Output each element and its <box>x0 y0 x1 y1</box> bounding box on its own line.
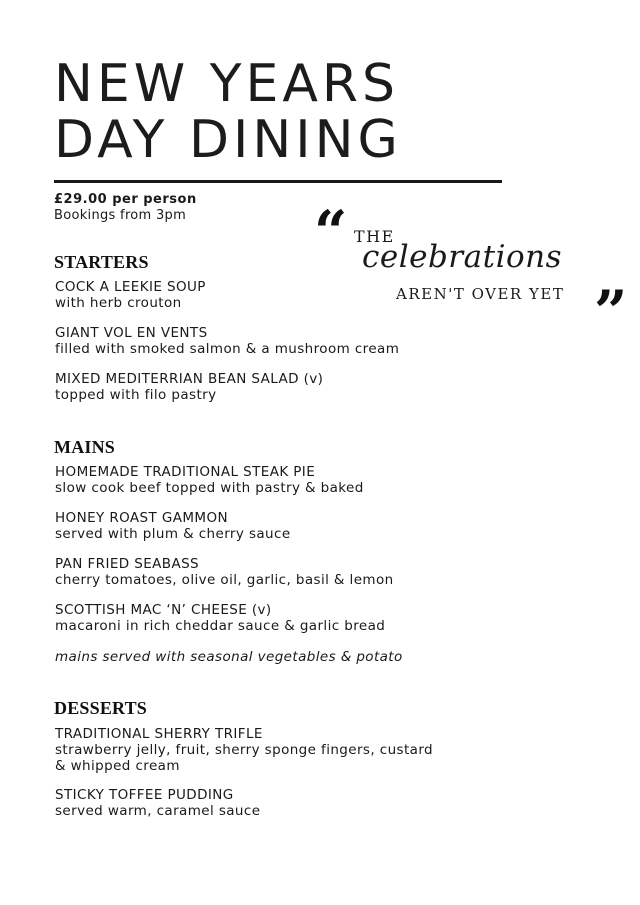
menu-item-desc: strawberry jelly, fruit, sherry sponge fingers, custard <box>55 742 434 758</box>
menu-item-desc: topped with filo pastry <box>55 387 217 403</box>
menu-item-name: HOMEMADE TRADITIONAL STEAK PIE <box>55 464 316 480</box>
menu-item-desc: macaroni in rich cheddar sauce & garlic bread <box>55 618 386 634</box>
menu-item-desc: served with plum & cherry sauce <box>55 526 291 542</box>
menu-item-desc: slow cook beef topped with pastry & baked <box>55 480 364 496</box>
title-divider <box>54 180 502 183</box>
menu-item <box>55 787 260 819</box>
menu-item-name: GIANT VOL EN VENTS <box>55 325 208 341</box>
menu-item <box>55 325 399 357</box>
title-line-1: NEW YEARS <box>54 54 400 114</box>
menu-item <box>55 279 206 311</box>
menu-item-name: MIXED MEDITERRIAN BEAN SALAD (v) <box>55 371 324 387</box>
menu-item-desc: cherry tomatoes, olive oil, garlic, basil & lemon <box>55 572 394 588</box>
quote-the: THE <box>354 227 395 246</box>
tagline-quote <box>300 198 630 346</box>
menu-item-desc: served warm, caramel sauce <box>55 803 261 819</box>
menu-item <box>55 726 433 774</box>
menu-item <box>55 602 385 634</box>
title-line-2: DAY DINING <box>54 110 402 170</box>
mains-note: mains served with seasonal vegetables & potato <box>55 649 403 665</box>
close-quote-icon: ” <box>594 278 628 346</box>
menu-item-name: STICKY TOFFEE PUDDING <box>55 787 234 803</box>
page-title <box>54 56 402 168</box>
starters-heading: STARTERS <box>54 252 149 272</box>
menu-item-name: PAN FRIED SEABASS <box>55 556 200 572</box>
menu-item-name: COCK A LEEKIE SOUP <box>55 279 206 295</box>
menu-item <box>55 510 291 542</box>
bookings-info: Bookings from 3pm <box>54 208 187 223</box>
mains-heading: MAINS <box>54 437 116 457</box>
menu-item-name: SCOTTISH MAC ‘N’ CHEESE (v) <box>55 602 272 618</box>
menu-item-desc-continued: & whipped cream <box>55 758 180 774</box>
menu-item <box>55 464 364 496</box>
menu-item-desc: with herb crouton <box>55 295 182 311</box>
price: £29.00 per person <box>54 192 197 207</box>
desserts-heading: DESSERTS <box>54 698 148 718</box>
menu-item <box>55 371 323 403</box>
menu-item-name: HONEY ROAST GAMMON <box>55 510 228 526</box>
menu-item-desc: filled with smoked salmon & a mushroom cream <box>55 341 400 357</box>
menu-item <box>55 556 394 588</box>
quote-arent-over-yet: AREN'T OVER YET <box>396 285 565 303</box>
quote-celebrations: celebrations <box>362 239 563 275</box>
menu-item-name: TRADITIONAL SHERRY TRIFLE <box>55 726 263 742</box>
open-quote-icon: “ <box>314 198 348 266</box>
